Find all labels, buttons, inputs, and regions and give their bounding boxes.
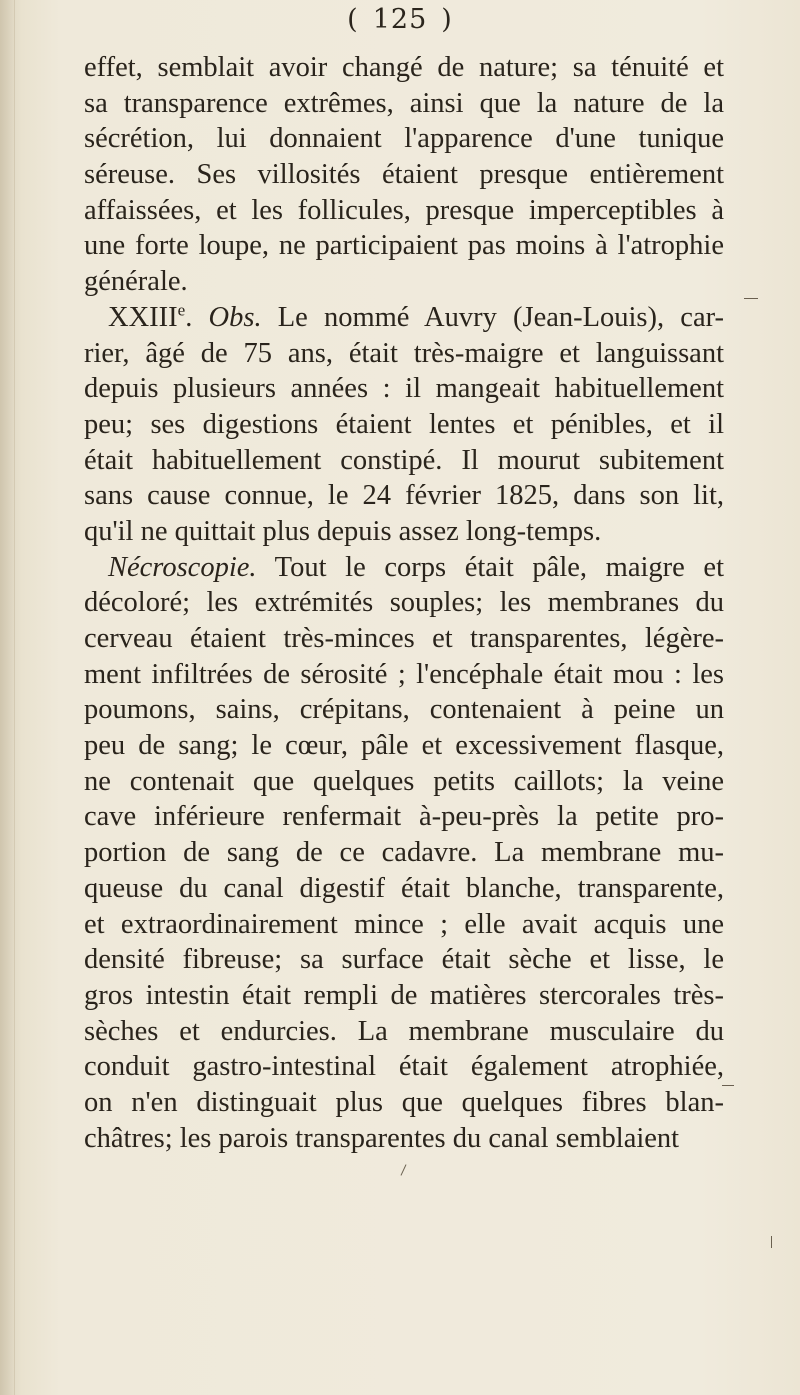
text-line: cerveau étaient très-minces et transparentes, légère- — [84, 623, 724, 654]
observation-number: XXIII — [108, 301, 178, 333]
close-paren: ) — [441, 4, 453, 35]
text-line: châtres; les parois transparentes du canal semblaient — [84, 1122, 680, 1154]
paragraph-3 — [84, 550, 724, 1157]
page-number: 125 — [372, 4, 428, 35]
observation-first-line: XXIIIe. Obs. Le nommé Auvry (Jean-Louis), car- — [108, 300, 724, 333]
text-line: depuis plusieurs années : il mangeait habituellement — [84, 373, 724, 405]
page-header — [0, 4, 800, 35]
body-text — [84, 50, 724, 1156]
text-line: rier, âgé de 75 ans, était très-maigre et languissant — [84, 337, 724, 369]
text-line: effet, semblait avoir changé de nature; sa ténuité et — [84, 52, 724, 83]
paragraph-2 — [84, 300, 724, 550]
necroscopy-first-line-text: Tout le corps était pâle, maigre et — [274, 551, 724, 583]
stray-mark — [771, 1236, 772, 1248]
text-line: poumons, sains, crépitans, contenaient à peine un — [84, 694, 724, 726]
observation-first-line-text: Le nommé Auvry (Jean-Louis), car- — [277, 301, 724, 333]
text-line: et extraordinairement mince ; elle avait acquis une — [84, 908, 724, 940]
text-line: sans cause connue, le 24 février 1825, dans son lit, — [84, 480, 724, 512]
text-line: affaissées, et les follicules, presque imperceptibles à — [84, 194, 724, 226]
stray-mark — [722, 1085, 734, 1086]
text-line: conduit gastro-intestinal était également atrophiée, — [84, 1051, 724, 1083]
text-line: générale. — [84, 266, 188, 298]
text-line: cave inférieure renfermait à-peu-près la petite pro- — [84, 801, 724, 833]
necroscopy-first-line — [84, 550, 724, 586]
text-line: gros intestin était rempli de matières stercorales très- — [84, 979, 724, 1011]
text-line: peu de sang; le cœur, pâle et excessivement flasque, — [84, 730, 724, 762]
text-line: sèches et endurcies. La membrane musculaire du — [84, 1015, 724, 1047]
text-line: ment infiltrées de sérosité ; l'encéphale était mou : les — [84, 658, 724, 690]
stray-mark — [401, 1164, 407, 1175]
stray-mark — [744, 298, 758, 299]
text-line: portion de sang de ce cadavre. La membrane mu- — [84, 837, 724, 869]
page-gutter — [0, 0, 15, 1395]
text-line: queuse du canal digestif était blanche, transparente, — [84, 872, 724, 904]
text-line: densité fibreuse; sa surface était sèche et lisse, le — [84, 944, 724, 976]
text-line: décoloré; les extrémités souples; les membranes du — [84, 587, 724, 619]
text-line: qu'il ne quittait plus depuis assez long-temps. — [84, 515, 602, 547]
text-line: séreuse. Ses villosités étaient presque entièrement — [84, 159, 724, 191]
text-line: était habituellement constipé. Il mourut subitement — [84, 444, 724, 476]
observation-label: Obs. — [208, 301, 262, 333]
open-paren: ( — [347, 4, 359, 35]
text-line: sécrétion, lui donnaient l'apparence d'une tunique — [84, 123, 724, 155]
text-line: ne contenait que quelques petits caillots; la veine — [84, 765, 724, 797]
text-line: une forte loupe, ne participaient pas moins à l'atrophie — [84, 230, 724, 262]
text-line: peu; ses digestions étaient lentes et pénibles, et il — [84, 408, 724, 440]
necroscopy-heading: Nécroscopie. — [108, 551, 257, 583]
text-line: on n'en distinguait plus que quelques fibres blan- — [84, 1086, 724, 1118]
observation-superscript: e — [177, 300, 186, 320]
paragraph-1 — [84, 50, 724, 300]
text-line: sa transparence extrêmes, ainsi que la nature de la — [84, 87, 724, 119]
